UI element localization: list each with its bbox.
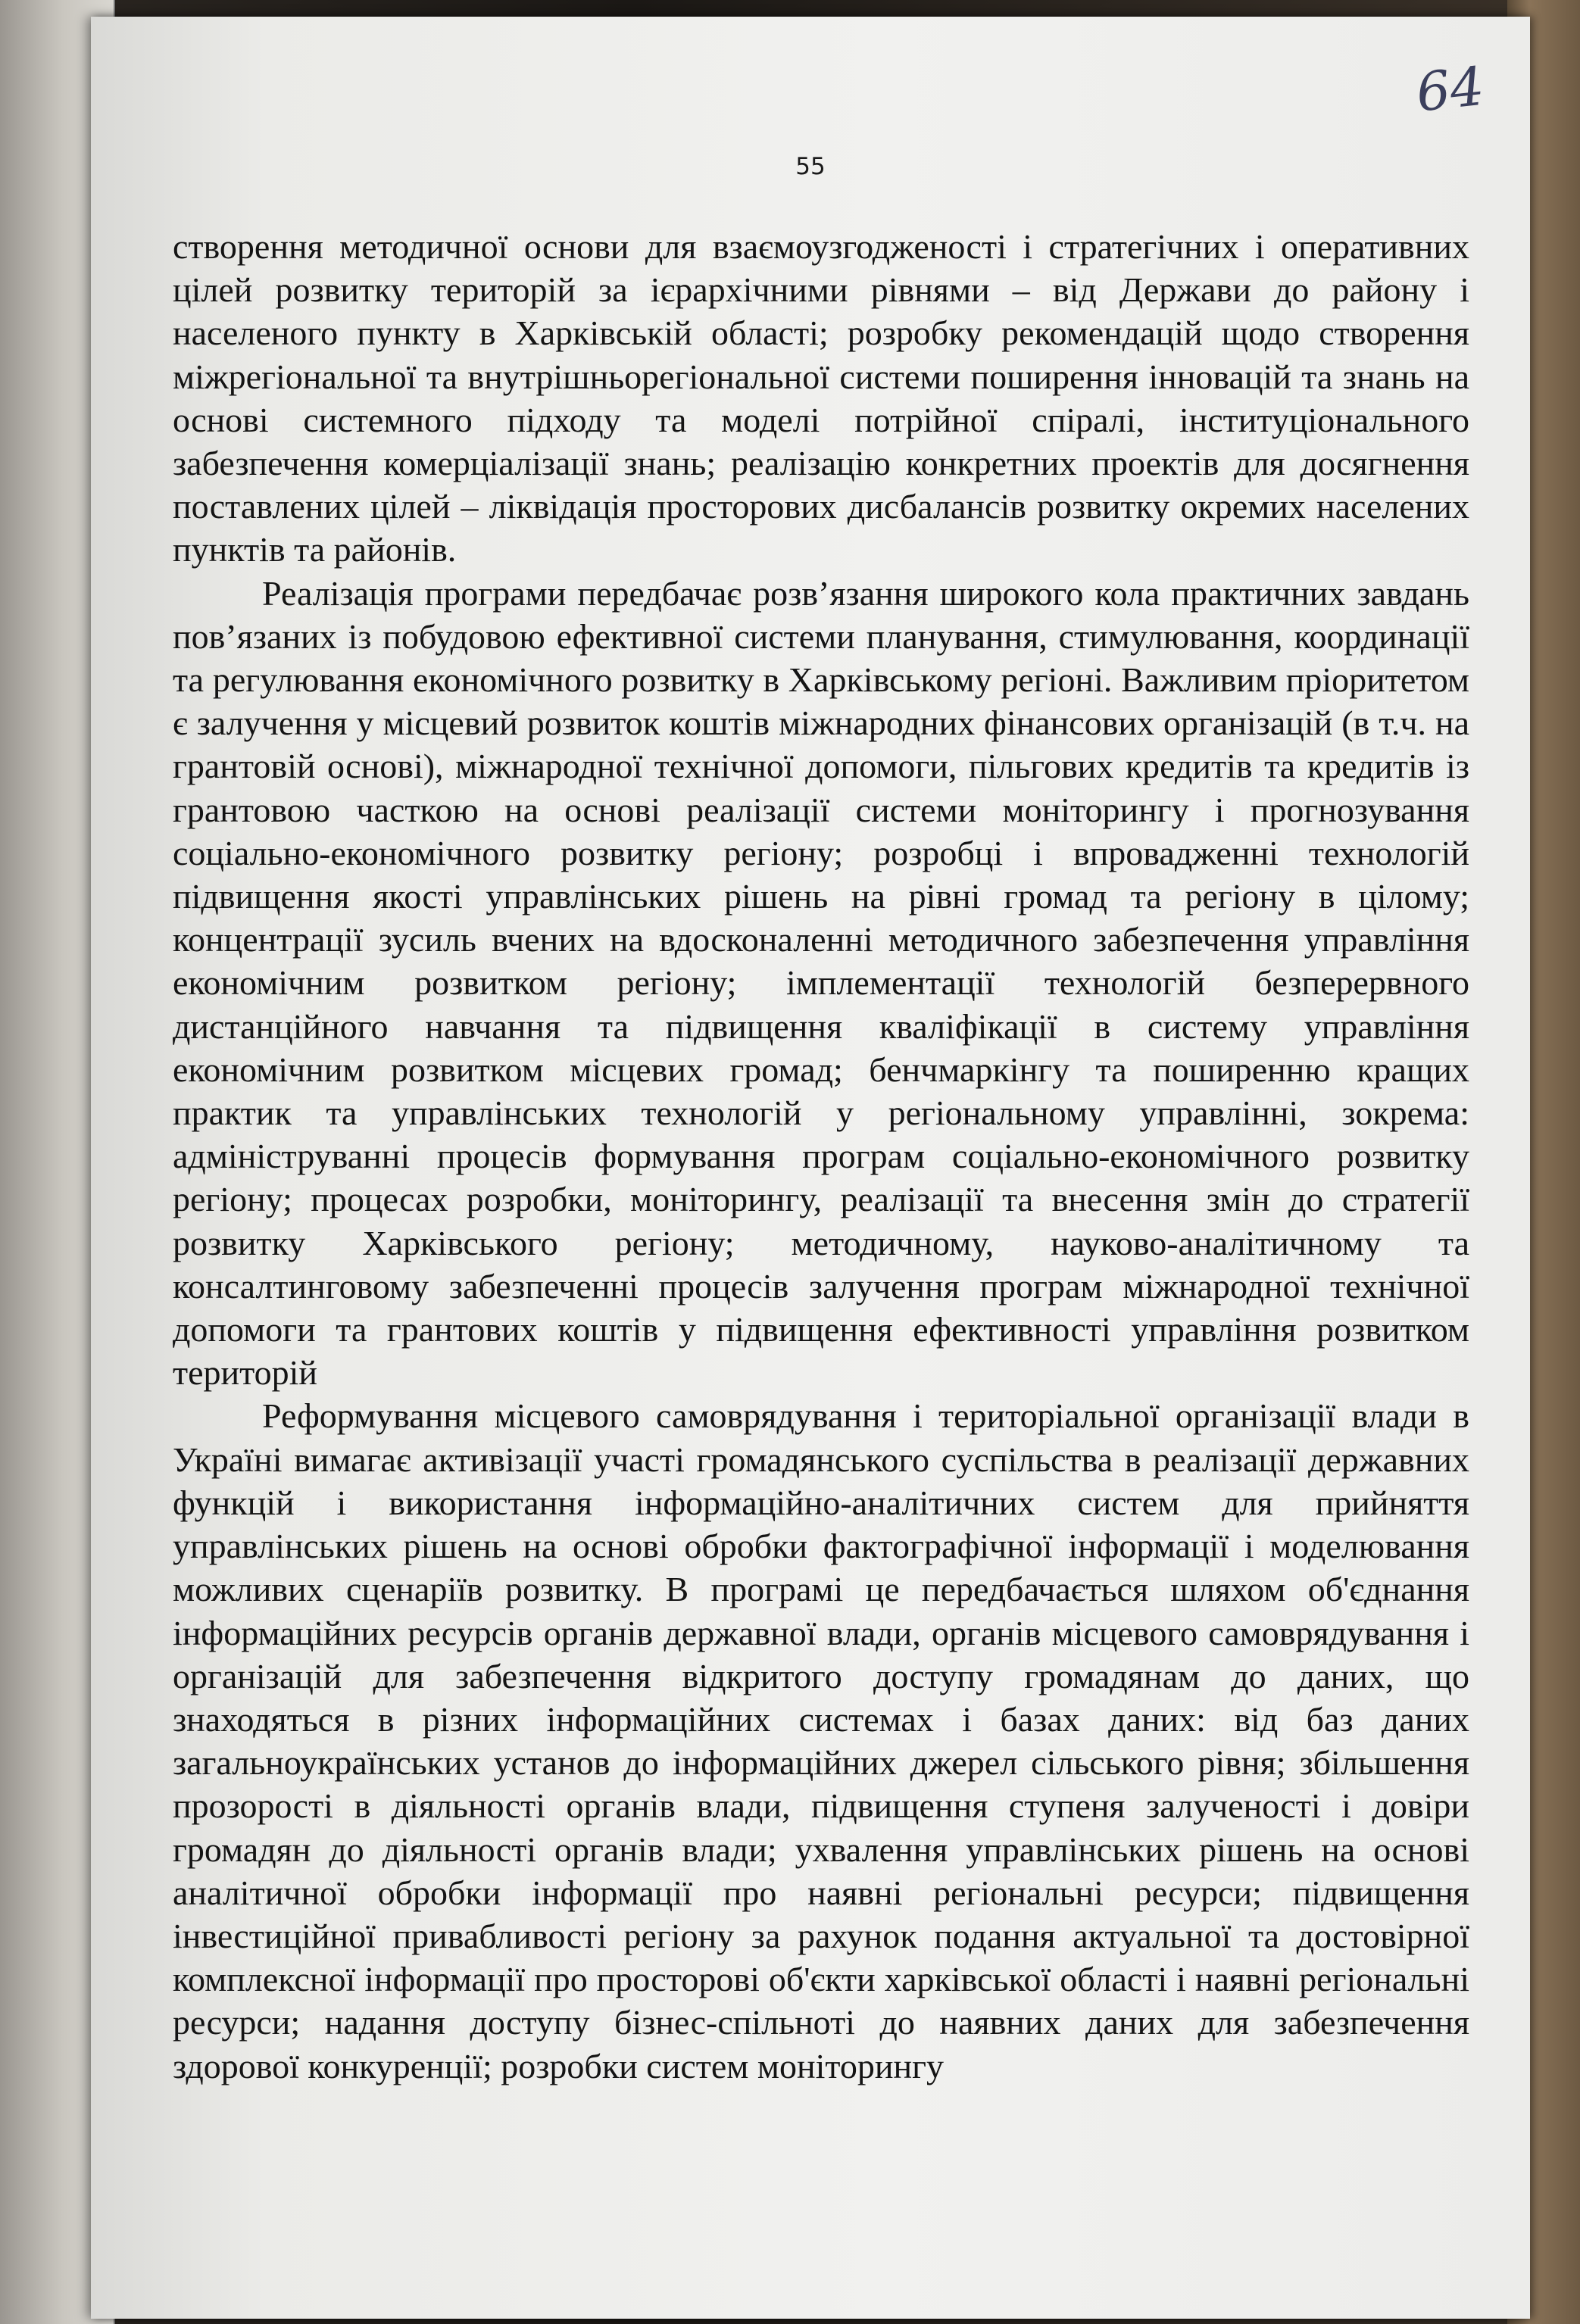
body-text <box>173 225 1469 2088</box>
document-page <box>91 17 1530 2319</box>
handwritten-sheet-number: 64 <box>1413 55 1488 124</box>
page-number: 55 <box>795 153 826 180</box>
paragraph-continuation: створення методичної основи для взаємоузгодженості і стратегічних і оперативних цілей розвитку територій за ієрархічними рівнями – від Держави до району і населеного пункту в Харківській області; розробку рекомендацій щодо створення міжрегіональної та внутрішньорегіональної системи поширення інновацій та знань на основі системного підходу та моделі потрійної спіралі, інституціонального забезпечення комерціалізації знань; реалізацію конкретних проектів для досягнення поставлених цілей – ліквідація просторових дисбалансів розвитку окремих населених пунктів та районів. <box>173 227 1469 569</box>
paragraph-program-implementation: Реалізація програми передбачає розв’язання широкого кола практичних завдань пов’язаних із побудовою ефективної системи планування, стимулювання, координації та регулювання економічного розвитку в Харківському регіоні. Важливим пріоритетом є залучення у місцевий розвиток коштів міжнародних фінансових організацій (в т.ч. на грантовій основі), міжнародної технічної допомоги, пільгових кредитів та кредитів із грантовою часткою на основі реалізації системи моніторингу і прогнозування соціально-економічного розвитку регіону; розробці і впровадженні технологій підвищення якості управлінських рішень на рівні громад та регіону в цілому; концентрації зусиль вчених на вдосконаленні методичного забезпечення управління економічним розвитком регіону; імплементації технологій безперервного дистанційного навчання та підвищення кваліфікації в систему управління економічним розвитком місцевих громад; бенчмаркінгу та поширенню кращих практик та управлінських технологій у регіональному управлінні, зокрема: адмініструванні процесів формування програм соціально-економічного розвитку регіону; процесах розробки, моніторингу, реалізації та внесення змін до стратегії розвитку Харківського регіону; методичному, науково-аналітичному та консалтинговому забезпеченні процесів залучення програм міжнародної технічної допомоги та грантових коштів у підвищення ефективності управління розвитком територій <box>173 573 1469 1393</box>
paragraph-self-government-reform: Реформування місцевого самоврядування і територіальної організації влади в Україні вимагає активізації участі громадянського суспільства в реалізації державних функцій і використання інформаційно-аналітичних систем для прийняття управлінських рішень на основі обробки фактографічної інформації і моделювання можливих сценаріїв розвитку. В програмі це передбачається шляхом об'єднання інформаційних ресурсів органів державної влади, органів місцевого самоврядування і організацій для забезпечення відкритого доступу громадянам до даних, що знаходяться в різних інформаційних системах і базах даних: від баз даних загальноукраїнських установ до інформаційних джерел сільського рівня; збільшення прозорості в діяльності органів влади, підвищення ступеня залученості і довіри громадян до діяльності органів влади; ухвалення управлінських рішень на основі аналітичної обробки інформації про наявні регіональні ресурси; підвищення інвестиційної привабливості регіону за рахунок подання актуальної та достовірної комплексної інформації про просторові об'єкти харківської області і наявні регіональні ресурси; надання доступу бізнес-спільноті до наявних даних для забезпечення здорової конкуренції; розробки систем моніторингу <box>173 1396 1469 2085</box>
